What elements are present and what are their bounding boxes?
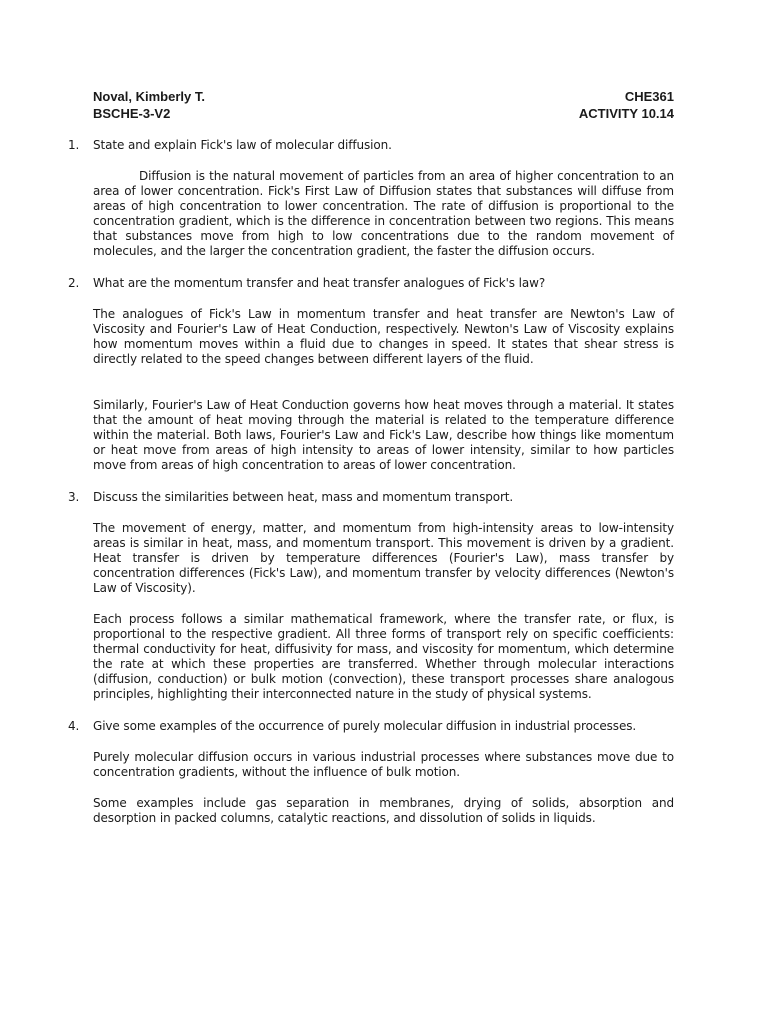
answer-paragraph: The movement of energy, matter, and momentum from high-intensity areas to low-intensity areas is similar in heat, mass, and momentum transport. This movement is driven by a gradient. Heat transfer is driven by temperature differences (Fourier's Law), mass transfer by concentration differences (Fick's Law), and momentum transfer by velocity differences (Newton's Law of Viscosity). [93,521,674,595]
question-2 [68,276,674,291]
question-3 [68,490,674,505]
question-text: State and explain Fick's law of molecular diffusion. [93,138,392,152]
document-body [68,138,674,826]
question-text: Give some examples of the occurrence of purely molecular diffusion in industrial processes. [93,719,637,733]
answer-paragraph: Similarly, Fourier's Law of Heat Conduction governs how heat moves through a material. It states that the amount of heat moving through the material is related to the temperature difference within the material. Both laws, Fourier's Law and Fick's Law, describe how things like momentum or heat move from areas of high intensity to areas of lower intensity, similar to how particles move from areas of high concentration to areas of lower concentration. [93,398,674,472]
answer-paragraph: Purely molecular diffusion occurs in various industrial processes where substances move due to concentration gradients, without the influence of bulk motion. [93,750,674,779]
course-code: CHE361 [624,89,674,104]
student-name: Noval, Kimberly T. [93,89,205,104]
answer-paragraph: The analogues of Fick's Law in momentum transfer and heat transfer are Newton's Law of Viscosity and Fourier's Law of Heat Conduction, respectively. Newton's Law of Viscosity explains how momentum moves within a fluid due to changes in speed. It states that shear stress is directly related to the speed changes between different layers of the fluid. [93,307,674,366]
question-number: 3. [68,490,80,504]
question-4 [68,719,674,734]
header-row-2 [93,105,674,122]
document-header [93,88,674,122]
header-row-1 [93,88,674,105]
question-number: 2. [68,276,80,290]
answer-paragraph: Diffusion is the natural movement of particles from an area of higher concentration to an area of lower concentration. Fick's First Law of Diffusion states that substances will diffuse from areas of high concentration to lower concentration. The rate of diffusion is proportional to the concentration gradient, which is the difference in concentration between two regions. This means that substances move from high to low concentrations due to the random movement of molecules, and the larger the concentration gradient, the faster the diffusion occurs. [93,169,674,258]
question-text: What are the momentum transfer and heat transfer analogues of Fick's law? [93,276,546,290]
answer-paragraph: Each process follows a similar mathematical framework, where the transfer rate, or flux, is proportional to the respective gradient. All three forms of transport rely on specific coefficients: thermal conductivity for heat, diffusivity for mass, and viscosity for momentum, which determine the rate at which these properties are transferred. Whether through molecular interactions (diffusion, conduction) or bulk motion (convection), these transport processes share analogous principles, highlighting their interconnected nature in the study of physical systems. [93,612,674,701]
question-number: 4. [68,719,80,733]
question-1 [68,138,674,153]
activity-number: ACTIVITY 10.14 [578,106,674,121]
answer-paragraph: Some examples include gas separation in membranes, drying of solids, absorption and desorption in packed columns, catalytic reactions, and dissolution of solids in liquids. [93,796,674,825]
question-number: 1. [68,138,80,152]
question-text: Discuss the similarities between heat, mass and momentum transport. [93,490,514,504]
student-section: BSCHE-3-V2 [93,106,171,121]
